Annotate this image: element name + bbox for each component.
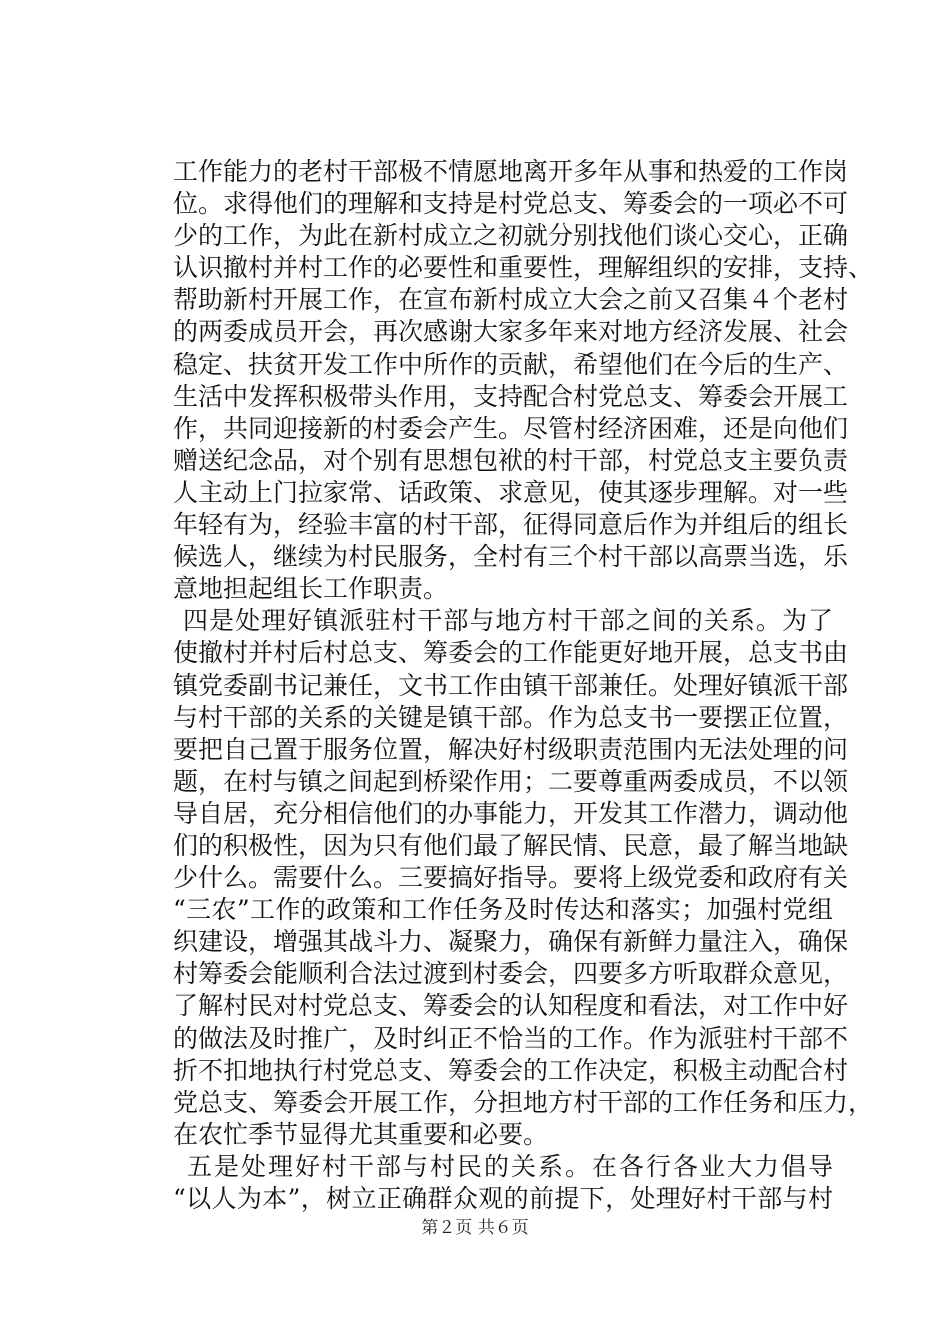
- text-line: 党总支、筹委会开展工作，分担地方村干部的工作任务和压力，: [173, 1087, 874, 1117]
- body-text: [173, 156, 874, 1215]
- text-line: 要把自己置于服务位置，解决好村级职责范围内无法处理的问: [173, 734, 849, 764]
- paragraph-start: 五是处理好村干部与村民的关系。在各行各业大力倡导: [187, 1151, 833, 1181]
- text-line: 织建设，增强其战斗力、凝聚力，确保有新鲜力量注入，确保: [173, 927, 849, 957]
- text-line: 们的积极性，因为只有他们最了解民情、民意，最了解当地缺: [173, 830, 849, 860]
- text-line: 帮助新村开展工作，在宣布新村成立大会之前又召集４个老村: [173, 285, 849, 315]
- page-number-footer: 第２页 共６页: [421, 1218, 529, 1238]
- text-line: 镇党委副书记兼任，文书工作由镇干部兼任。处理好镇派干部: [173, 670, 849, 700]
- paragraph-start: 四是处理好镇派驻村干部与地方村干部之间的关系。为了: [183, 606, 833, 636]
- text-line: 赠送纪念品，对个别有思想包袱的村干部，村党总支主要负责: [173, 445, 849, 475]
- text-line: 导自居，充分相信他们的办事能力，开发其工作潜力，调动他: [173, 798, 849, 828]
- text-line: 村筹委会能顺利合法过渡到村委会，四要多方听取群众意见，: [173, 959, 849, 989]
- text-line: 作，共同迎接新的村委会产生。尽管村经济困难，还是向他们: [173, 413, 849, 443]
- text-line: 少的工作，为此在新村成立之初就分别找他们谈心交心，正确: [173, 221, 849, 251]
- text-line: 与村干部的关系的关键是镇干部。作为总支书一要摆正位置，: [173, 702, 849, 732]
- text-line: 题，在村与镇之间起到桥梁作用；二要尊重两委成员，不以领: [173, 766, 849, 796]
- text-line: 位。求得他们的理解和支持是村党总支、筹委会的一项必不可: [173, 189, 849, 219]
- text-line: 工作能力的老村干部极不情愿地离开多年从事和热爱的工作岗: [173, 157, 849, 186]
- text-line: 人主动上门拉家常、话政策、求意见，使其逐步理解。对一些: [173, 477, 849, 507]
- text-line: 意地担起组长工作职责。: [173, 574, 449, 604]
- text-line: 候选人，继续为村民服务，全村有三个村干部以高票当选，乐: [173, 542, 849, 572]
- text-line: 少什么。需要什么。三要搞好指导。要将上级党委和政府有关: [173, 863, 849, 893]
- text-line: 生活中发挥积极带头作用，支持配合村党总支、筹委会开展工: [173, 381, 849, 411]
- text-line: 稳定、扶贫开发工作中所作的贡献，希望他们在今后的生产、: [173, 349, 849, 379]
- text-line: “以人为本”，树立正确群众观的前提下，处理好村干部与村: [173, 1184, 833, 1213]
- text-line: 的做法及时推广，及时纠正不恰当的工作。作为派驻村干部不: [173, 1023, 849, 1053]
- text-line: 使撤村并村后村总支、筹委会的工作能更好地开展，总支书由: [173, 638, 849, 668]
- text-line: “三农”工作的政策和工作任务及时传达和落实；加强村党组: [173, 895, 833, 925]
- text-line: 了解村民对村党总支、筹委会的认知程度和看法，对工作中好: [173, 991, 849, 1021]
- text-line: 年轻有为，经验丰富的村干部，征得同意后作为并组后的组长: [173, 510, 849, 540]
- text-line: 在农忙季节显得尤其重要和必要。: [173, 1119, 549, 1149]
- text-line: 认识撤村并村工作的必要性和重要性，理解组织的安排，支持、: [173, 253, 874, 283]
- text-line: 折不扣地执行村党总支、筹委会的工作决定，积极主动配合村: [173, 1055, 849, 1085]
- text-line: 的两委成员开会，再次感谢大家多年来对地方经济发展、社会: [173, 317, 849, 347]
